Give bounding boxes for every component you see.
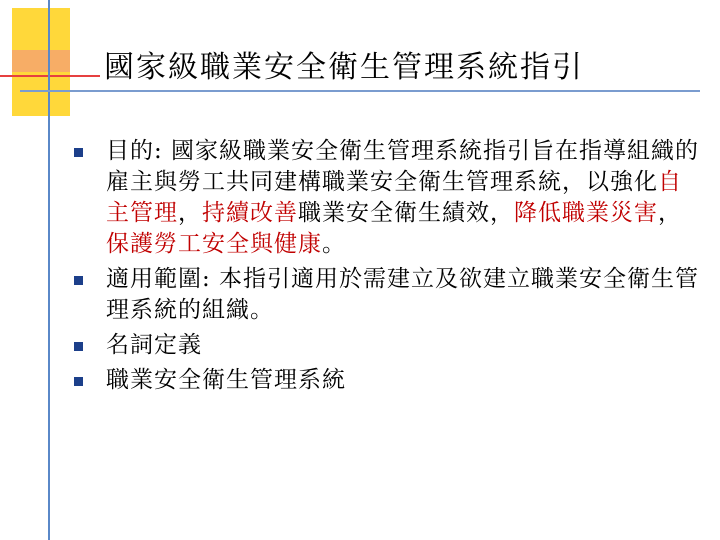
square-bullet-icon	[74, 276, 83, 285]
text-segment: ，	[658, 200, 682, 226]
slide-title: 國家級職業安全衛生管理系統指引	[104, 50, 584, 85]
square-bullet-icon	[74, 342, 83, 351]
emphasis-text: 持續改善	[202, 200, 298, 226]
bullet-item	[70, 330, 700, 361]
text-segment: 目的: 國家級職業安全衛生管理系統指引旨在指導組織的雇主與勞工共同建構職業安全衛生管理系統，以強化	[106, 138, 700, 195]
bullet-item	[70, 136, 700, 260]
bullet-list	[70, 136, 700, 396]
emphasis-text: 自主管理	[106, 169, 682, 226]
bullet-item	[70, 264, 700, 326]
title-underline	[20, 90, 700, 92]
text-segment: ，	[178, 200, 202, 226]
bullet-text	[106, 138, 699, 257]
corner-red-line	[0, 75, 100, 77]
text-segment: 。	[322, 231, 346, 257]
square-bullet-icon	[74, 148, 83, 157]
corner-blue-line	[48, 0, 50, 540]
emphasis-text: 保護勞工安全與健康	[106, 231, 322, 257]
text-segment: 職業安全衛生績效，	[298, 200, 514, 226]
bullet-text: 名詞定義	[106, 332, 202, 358]
bullet-item	[70, 365, 700, 396]
emphasis-text: 降低職業災害	[514, 200, 658, 226]
bullet-text: 適用範圍: 本指引適用於需建立及欲建立職業安全衛生管理系統的組織。	[106, 266, 700, 323]
corner-red-block	[12, 50, 70, 72]
bullet-text: 職業安全衛生管理系統	[106, 367, 346, 393]
square-bullet-icon	[74, 377, 83, 386]
